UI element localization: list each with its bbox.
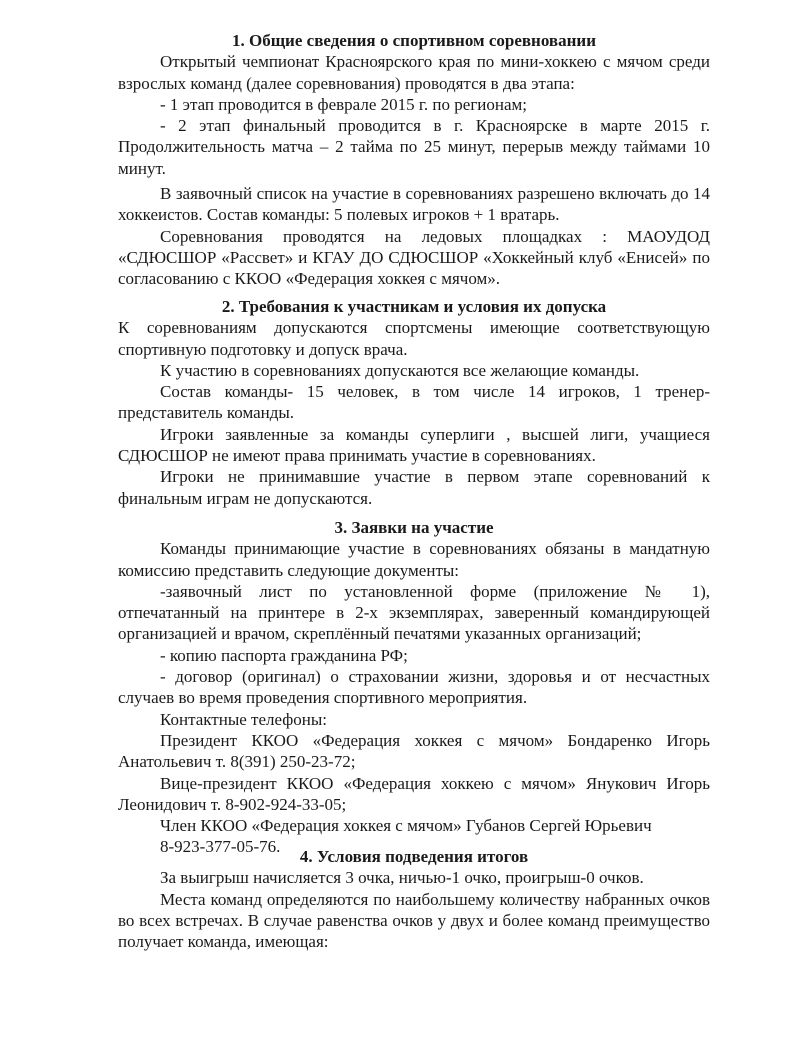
section-4-heading: 4. Условия подведения итогов [299, 847, 529, 866]
section-3-paragraph: - копию паспорта гражданина РФ; [160, 645, 408, 665]
section-3-paragraph: Контактные телефоны: [160, 709, 328, 729]
section-2-paragraph: К участию в соревнованиях допускаются все желающие команды. [160, 360, 640, 380]
section-1-paragraph: - 2 этап финальный проводится в г. Красноярске в марте 2015 г. Продолжительность матча – 2 тайма по 25 минут, перерыв между таймами 10 минут. [118, 116, 710, 178]
section-2-paragraph: К соревнованиям допускаются спортсмены имеющие соответствующую спортивную подготовку и допуск врача. [118, 318, 710, 359]
section-1-paragraph: Соревнования проводятся на ледовых площадках : МАОУДОД «СДЮСШОР «Рассвет» и КГАУ ДО СДЮСШОР «Хоккейный клуб «Енисей» по согласованию с ККОО «Федерация хоккея с мячом». [118, 226, 710, 289]
section-1-paragraph: - 1 этап проводится в феврале 2015 г. по регионам; [160, 94, 528, 114]
section-1-paragraph: Открытый чемпионат Красноярского края по мини-хоккею с мячом среди взрослых команд (далее соревнования) проводятся в два этапа: [118, 52, 710, 93]
section-3-heading: 3. Заявки на участие [334, 518, 494, 537]
contact-vice-president: Вице-президент ККОО «Федерация хоккею с мячом» Янукович Игорь Леонидович т. 8-902-924-33-05; [118, 773, 710, 814]
section-4-paragraph: Места команд определяются по наибольшему количеству набранных очков во всех встречах. В случае равенства очков у двух и более команд преимущество получает команда, имеющая: [118, 889, 710, 952]
section-1-heading: 1. Общие сведения о спортивном соревновании [231, 31, 596, 50]
section-2-paragraph: Игроки не принимавшие участие в первом этапе соревнований к финальным играм не допускаются. [118, 467, 710, 508]
section-1-paragraph: В заявочный список на участие в соревнованиях разрешено включать до 14 хоккеистов. Состав команды: 5 полевых игроков + 1 вратарь. [118, 184, 710, 225]
section-3-paragraph: - договор (оригинал) о страховании жизни, здоровья и от несчастных случаев во время проведения спортивного мероприятия. [118, 667, 710, 708]
contact-president: Президент ККОО «Федерация хоккея с мячом» Бондаренко Игорь Анатольевич т. 8(391) 250-23-72; [118, 730, 710, 772]
section-4 [118, 846, 710, 952]
section-3-paragraph: Команды принимающие участие в соревнованиях обязаны в мандатную комиссию представить следующие документы: [118, 539, 710, 580]
contact-member: Член ККОО «Федерация хоккея с мячом» Губанов Сергей Юрьевич [160, 816, 652, 836]
contact-member-phone: 8-923-377-05-76. [160, 837, 281, 857]
section-2-heading: 2. Требования к участникам и условия их допуска [221, 297, 607, 316]
section-2-paragraph: Игроки заявленные за команды суперлиги , высшей лиги, учащиеся СДЮСШОР не имеют права принимать участие в соревнованиях. [118, 424, 710, 466]
section-1 [118, 30, 710, 290]
section-3-paragraph: -заявочный лист по установленной форме (приложение № 1), отпечатанный на принтере в 2-х экземплярах, заверенный командирующей организацией и врачом, скреплённый печатями указанных организаций; [118, 581, 710, 644]
section-2 [118, 296, 710, 509]
section-3 [118, 517, 710, 858]
section-2-paragraph: Состав команды- 15 человек, в том числе 14 игроков, 1 тренер-представитель команды. [118, 382, 710, 423]
section-4-paragraph: За выигрыш начисляется 3 очка, ничью-1 очко, проигрыш-0 очков. [160, 868, 644, 888]
